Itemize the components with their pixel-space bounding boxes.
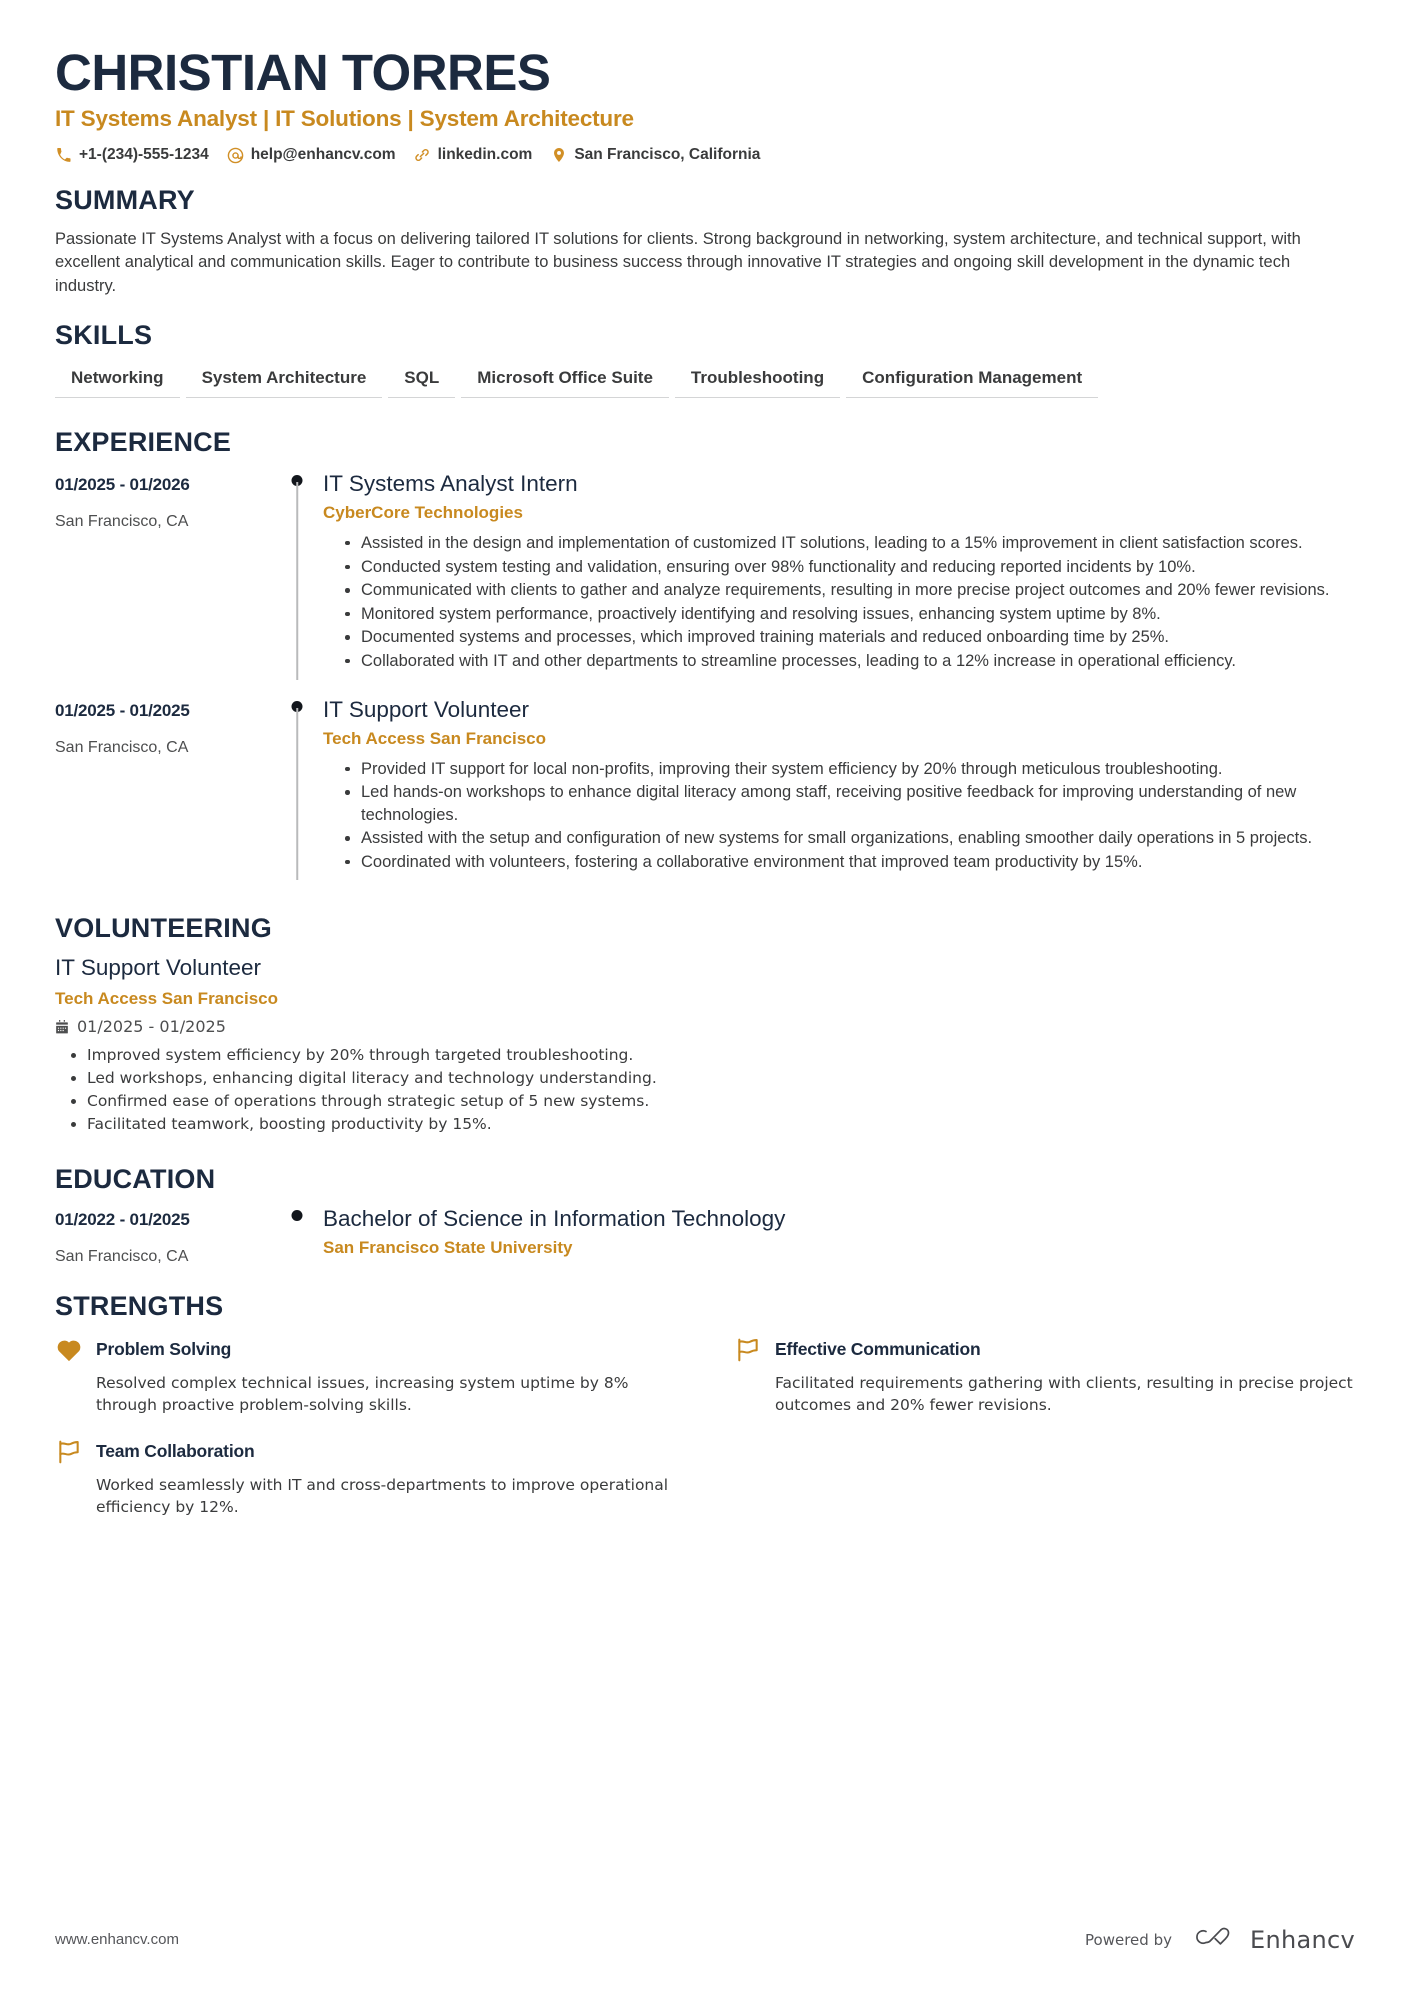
volunteering-section-title: VOLUNTEERING [55,913,272,944]
strengths-section [55,1292,1355,1518]
contact-email[interactable] [227,146,396,164]
phone-icon [55,147,72,164]
bullet-item: Confirmed ease of operations through strategic setup of 5 new systems. [63,1090,1355,1113]
strength-title: Problem Solving [96,1339,232,1360]
timeline-line [296,708,298,881]
skill-item: Microsoft Office Suite [461,366,669,398]
enhancv-logo-icon [1188,1924,1240,1955]
volunteering-date-row [55,1017,1355,1036]
experience-entry-role: IT Support Volunteer [323,696,529,722]
powered-by-label: Powered by [1085,1930,1172,1949]
contact-location-text: San Francisco, California [574,146,761,164]
experience-entry-meta [55,470,271,680]
contact-phone[interactable] [55,146,209,164]
experience-entry-role: IT Systems Analyst Intern [323,470,578,496]
bullet-item: Monitored system performance, proactively identifying and resolving issues, enhancing system uptime by 8%. [345,603,1355,626]
education-section [55,1165,1355,1266]
experience-entry-company: Tech Access San Francisco [323,728,546,748]
footer-branding [1085,1924,1355,1955]
contact-linkedin-text: linkedin.com [437,146,533,164]
email-icon [227,147,244,164]
bullet-item: Led workshops, enhancing digital literacy and technology understanding. [63,1067,1355,1090]
education-degree: Bachelor of Science in Information Technology [323,1205,786,1231]
experience-entry-bullets [323,532,1355,673]
bullet-item: Facilitated teamwork, boosting productivity by 15%. [63,1113,1355,1136]
candidate-headline: IT Systems Analyst | IT Solutions | System Architecture [55,106,634,132]
location-pin-icon [550,147,567,164]
experience-section-title: EXPERIENCE [55,427,232,458]
bullet-item: Assisted in the design and implementation of customized IT solutions, leading to a 15% improvement in client satisfaction scores. [345,532,1355,555]
volunteering-section [55,914,1355,1135]
timeline-marker [271,696,323,881]
bullet-item: Provided IT support for local non-profits, improving their system efficiency by 20% through meticulous troubleshooting. [345,758,1355,781]
bullet-item: Communicated with clients to gather and analyze requirements, resulting in more precise project outcomes and 20% fewer revisions. [345,579,1355,602]
experience-entry-date: 01/2025 - 01/2026 [55,474,190,494]
experience-entry [55,470,1355,680]
skills-section-title: SKILLS [55,319,153,350]
link-icon [414,147,431,164]
experience-entry-company: CyberCore Technologies [323,502,523,522]
skill-item: SQL [388,366,455,398]
strength-item [55,1438,676,1518]
strength-header [55,1336,676,1364]
bullet-item: Improved system efficiency by 20% through targeted troubleshooting. [63,1044,1355,1067]
strengths-section-title: STRENGTHS [55,1290,224,1321]
education-entry-body [323,1205,1355,1266]
timeline-line [296,482,298,680]
experience-entry-body [323,470,1355,680]
bullet-item: Led hands-on workshops to enhance digital literacy among staff, receiving positive feedback for improving understanding of new technologies. [345,781,1355,826]
summary-section [55,186,1355,298]
bullet-item: Documented systems and processes, which improved training materials and reduced onboarding time by 25%. [345,626,1355,649]
strength-header [734,1336,1355,1364]
education-entry-location: San Francisco, CA [55,1247,189,1265]
strength-description: Facilitated requirements gathering with clients, resulting in precise project outcomes and 20% fewer revisions. [775,1373,1353,1414]
skill-item: System Architecture [186,366,383,398]
footer-website-url[interactable]: www.enhancv.com [55,1931,179,1948]
skills-section [55,321,1355,399]
skill-item: Troubleshooting [675,366,840,398]
strength-description: Worked seamlessly with IT and cross-departments to improve operational efficiency by 12%. [96,1475,669,1516]
education-entry-date: 01/2022 - 01/2025 [55,1209,190,1229]
strength-description: Resolved complex technical issues, increasing system uptime by 8% through proactive problem-solving skills. [96,1373,629,1414]
strength-header [55,1438,676,1466]
contact-phone-text: +1-(234)-555-1234 [79,146,209,164]
contact-location [550,146,760,164]
heart-icon [55,1336,83,1364]
experience-entry-location: San Francisco, CA [55,738,189,756]
timeline-marker [271,470,323,680]
experience-entry-meta [55,696,271,881]
strength-item [734,1336,1355,1416]
education-school: San Francisco State University [323,1237,573,1257]
strengths-grid [55,1336,1355,1518]
enhancv-brand [1188,1924,1355,1955]
flag-icon [734,1336,762,1364]
timeline-dot-icon [292,1210,303,1221]
education-entry-meta [55,1205,271,1266]
education-section-title: EDUCATION [55,1164,216,1195]
bullet-item: Assisted with the setup and configuration of new systems for small organizations, enabling smoother daily operations in 5 projects. [345,827,1355,850]
strength-item [55,1336,676,1416]
experience-section [55,428,1355,880]
strength-title: Effective Communication [775,1339,981,1360]
volunteering-date: 01/2025 - 01/2025 [77,1017,226,1037]
education-entry [55,1205,1355,1266]
summary-section-title: SUMMARY [55,185,195,216]
strength-title: Team Collaboration [96,1441,255,1462]
resume-header [55,44,1355,164]
candidate-name: CHRISTIAN TORRES [55,44,551,101]
volunteering-bullets [55,1044,1355,1135]
timeline-marker [271,1205,323,1266]
volunteering-role: IT Support Volunteer [55,955,261,981]
contact-email-text: help@enhancv.com [250,146,396,164]
bullet-item: Coordinated with volunteers, fostering a collaborative environment that improved team productivity by 15%. [345,851,1355,874]
experience-entry-bullets [323,758,1355,874]
experience-entry-date: 01/2025 - 01/2025 [55,700,190,720]
flag-icon [55,1438,83,1466]
volunteering-org: Tech Access San Francisco [55,989,278,1009]
experience-entry-body [323,696,1355,881]
contact-row [55,146,1355,164]
experience-entry-location: San Francisco, CA [55,512,189,530]
contact-linkedin[interactable] [414,146,533,164]
skill-item: Configuration Management [846,366,1098,398]
enhancv-brand-name: Enhancv [1249,1925,1355,1954]
bullet-item: Collaborated with IT and other departments to streamline processes, leading to a 12% increase in operational efficiency. [345,650,1355,673]
calendar-icon [55,1020,69,1034]
experience-entry [55,696,1355,881]
skills-list [55,366,1355,398]
bullet-item: Conducted system testing and validation, ensuring over 98% functionality and reducing reported incidents by 10%. [345,556,1355,579]
summary-text: Passionate IT Systems Analyst with a focus on delivering tailored IT solutions for clients. Strong background in networking, system architecture, and technical support, with excellent analytical and communication skills. Eager to contribute to business success through innovative IT strategies and ongoing skill development in the dynamic tech industry. [55,229,1301,295]
page-footer [55,1924,1355,1955]
skill-item: Networking [55,366,180,398]
